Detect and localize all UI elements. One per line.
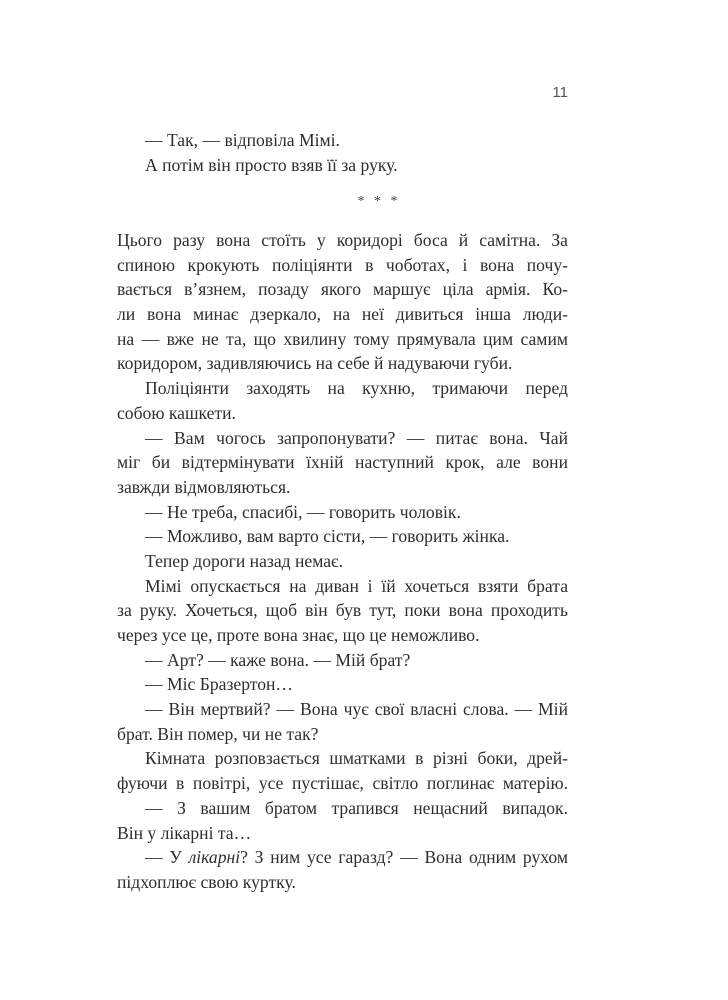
text-line: — З вашим братом трапився нещасний випадок. [145,797,568,818]
text-line: завжди відмовляються. [117,476,291,497]
italic-word: лікарні [188,847,241,868]
text-line: — Можливо, вам варто сісти, — говорить жінка. [145,526,510,547]
text-line: на — вже не та, що хвилину тому прямувала цим самим [117,328,568,349]
text-line: Мімі опускається на диван і їй хочеться взяти брата [145,575,568,596]
page-number: 11 [552,84,568,101]
text-line: ли вона минає дзеркало, на неї дивиться інша люди- [117,304,568,325]
text-line: міг би відтермінувати їхній наступний крок, але вони [117,452,568,473]
text-line: Цього разу вона стоїть у коридорі боса й самітна. За [117,230,568,250]
text-line: собою кашкети. [117,402,236,423]
text-line: підхоплює свою куртку. [117,871,296,892]
text-segment: — У [145,847,189,868]
text-line: — Він мертвий? — Вона чує свої власні слова. — Мій [145,699,568,720]
previous-section-ending [117,128,568,177]
text-line [117,845,568,870]
text-line: — Вам чогось запропонувати? — питає вона. Чай [145,427,568,448]
text-line: за руку. Хочеться, щоб він був тут, поки вона проходить [117,600,568,621]
text-line: спиною крокують поліціянти в чоботах, і вона почу- [117,254,568,275]
text-line: коридором, задивляючись на себе й надуваючи губи. [117,353,513,374]
body-text [117,228,568,895]
section-separator: * * * [357,194,401,209]
text-line: — Не треба, спасибі, — говорить чоловік. [145,501,461,522]
text-line: — Так, — відповіла Мімі. [145,130,340,150]
text-line: через усе це, проте вона знає, що це неможливо. [117,625,480,645]
text-line: — Міс Бразертон… [145,674,294,695]
text-line: — Арт? — каже вона. — Мій брат? [145,649,411,670]
text-line: Кімната розповзається шматками в різні боки, дрей- [145,748,568,769]
text-line: брат. Він помер, чи не так? [117,723,319,744]
text-line: А потім він просто взяв її за руку. [145,154,398,175]
text-line: Тепер дороги назад немає. [145,550,344,571]
text-line: Поліціянти заходять на кухню, тримаючи перед [145,378,568,399]
text-line: вається в’язнем, позаду якого маршує ціла армія. Ко- [117,279,568,300]
text-line: фуючи в повітрі, усе пустішає, світло поглинає матерію. [117,773,568,794]
text-segment: ? З ним усе гаразд? — Вона одним рухом [240,847,568,868]
text-line: Він у лікарні та… [117,822,252,843]
